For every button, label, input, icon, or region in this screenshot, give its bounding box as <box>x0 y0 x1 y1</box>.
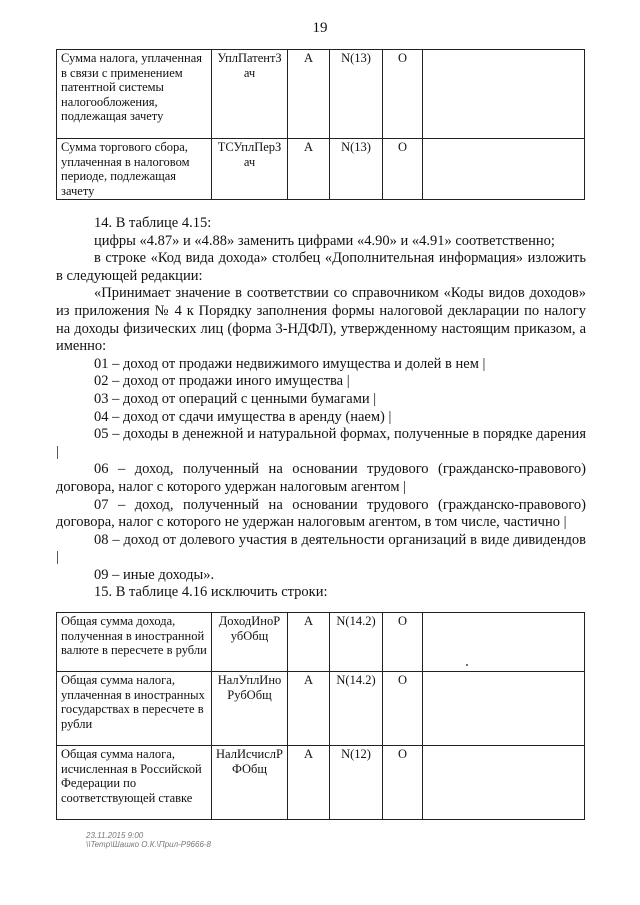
cell-required: О <box>383 613 423 672</box>
cell-format: N(14.2) <box>330 613 383 672</box>
paragraph: 02 – доход от продажи иного имущества | <box>94 373 350 390</box>
cell-required: О <box>383 672 423 746</box>
scan-speck <box>466 664 468 666</box>
table-row <box>57 672 585 746</box>
cell-required: О <box>383 746 423 820</box>
table-row <box>57 613 585 672</box>
table-row <box>57 50 585 139</box>
cell-required: О <box>383 139 423 200</box>
cell-type: А <box>288 672 330 746</box>
table-row <box>57 746 585 820</box>
cell-format: N(14.2) <box>330 672 383 746</box>
cell-extra-info <box>423 672 585 746</box>
fields-table-bottom <box>56 612 585 820</box>
paragraph: «Принимает значение в соответствии со справочником «Коды видов доходов» из приложения № 4 к Порядку заполнения формы налоговой декларации по налогу на доходы физических лиц (форма 3-НДФЛ), утвержденному настоящим приказом, а именно: <box>56 285 586 355</box>
paragraph: 05 – доходы в денежной и натуральной формах, полученные в порядке дарения | <box>56 426 586 460</box>
paragraph: цифры «4.87» и «4.88» заменить цифрами «4.90» и «4.91» соответственно; <box>94 232 555 249</box>
paragraph: 01 – доход от продажи недвижимого имущества и долей в нем | <box>94 355 486 372</box>
cell-element-name: Общая сумма дохода, полученная в иностранной валюте в пересчете в рубли <box>57 613 212 672</box>
cell-type: А <box>288 50 330 139</box>
cell-element-name: Общая сумма налога, уплаченная в иностранных государствах в пересчете в рубли <box>57 672 212 746</box>
paragraph: 03 – доход от операций с ценными бумагами | <box>94 390 377 407</box>
cell-element-code: ТСУплПерЗач <box>212 139 288 200</box>
cell-type: А <box>288 746 330 820</box>
cell-element-name: Общая сумма налога, исчисленная в Российской Федерации по соответствующей ставке <box>57 746 212 820</box>
paragraph: 06 – доход, полученный на основании трудового (гражданско-правового) договора, налог с которого удержан налоговым агентом | <box>56 461 586 495</box>
amendment-text <box>56 215 586 602</box>
paragraph: 04 – доход от сдачи имущества в аренду (наем) | <box>94 408 392 425</box>
paragraph: 14. В таблице 4.15: <box>94 215 212 231</box>
cell-type: А <box>288 613 330 672</box>
file-footer <box>86 831 211 849</box>
cell-format: N(12) <box>330 746 383 820</box>
cell-element-code: УплПатентЗач <box>212 50 288 139</box>
page-number: 19 <box>312 20 328 36</box>
paragraph: 15. В таблице 4.16 исключить строки: <box>94 584 328 601</box>
footer-file-path: \\Temp\Шашко О.К.\Прил-Р9666-8 <box>86 840 212 849</box>
cell-element-name: Сумма торгового сбора, уплаченная в налоговом периоде, подлежащая зачету <box>57 139 212 200</box>
cell-required: О <box>383 50 423 139</box>
footer-timestamp: 23.11.2015 9:00 <box>86 831 144 840</box>
paragraph: 08 – доход от долевого участия в деятельности организаций в виде дивидендов | <box>56 531 586 566</box>
cell-type: А <box>288 139 330 200</box>
paragraph: 07 – доход, полученный на основании трудового (гражданско-правового) договора, налог с которого не удержан налоговым агентом, в том числе, частично | <box>56 496 586 531</box>
cell-element-code: НалИсчислРФОбщ <box>212 746 288 820</box>
cell-element-code: ДоходИноРубОбщ <box>212 613 288 672</box>
cell-format: N(13) <box>330 139 383 200</box>
cell-extra-info <box>423 50 585 139</box>
cell-extra-info <box>423 746 585 820</box>
cell-extra-info <box>423 613 585 672</box>
cell-extra-info <box>423 139 585 200</box>
fields-table-top <box>56 49 585 200</box>
cell-element-name: Сумма налога, уплаченная в связи с применением патентной системы налогообложения, подлежащая зачету <box>57 50 212 139</box>
paragraph: в строке «Код вида дохода» столбец «Дополнительная информация» изложить в следующей редакции: <box>56 250 586 284</box>
cell-format: N(13) <box>330 50 383 139</box>
table-row <box>57 139 585 200</box>
cell-element-code: НалУплИноРубОбщ <box>212 672 288 746</box>
paragraph: 09 – иные доходы». <box>94 566 215 583</box>
